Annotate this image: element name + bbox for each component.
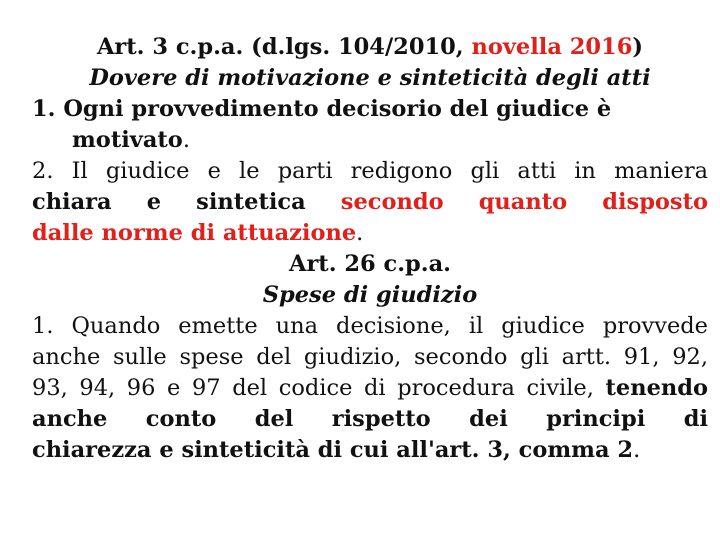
art3-para2-line2	[32, 187, 708, 218]
art26-line4: anche conto del rispetto dei principi di	[32, 406, 708, 432]
art3-para2-line1	[32, 156, 708, 187]
art3-para1-line1	[32, 94, 708, 125]
art26-line5-period: .	[633, 437, 641, 463]
art3-para1-motivato: motivato	[72, 127, 183, 153]
art26-line3-bold: tenendo	[605, 375, 708, 401]
art3-heading-close: )	[632, 34, 644, 60]
art3-para1-period: .	[182, 127, 190, 153]
art26-line1: 1. Quando emette una decisione, il giudice provvede	[32, 313, 708, 339]
slide-content	[32, 32, 708, 466]
art3-para1-text: 1. Ogni provvedimento decisorio del giudice è	[32, 96, 612, 122]
art3-para2-highlight-cont: dalle norme di attuazione	[32, 220, 357, 246]
art26-line2: anche sulle spese del giudizio, secondo gli artt. 91, 92,	[32, 344, 708, 370]
art3-para2-text: 2. Il giudice e le parti redigono gli atti in maniera	[32, 158, 708, 184]
art26-heading: Art. 26 c.p.a.	[288, 251, 452, 277]
art26-line5-text: chiarezza e sinteticità di cui all'art. 3, comma 2	[32, 437, 634, 463]
art3-heading-text: Art. 3 c.p.a. (d.lgs. 104/2010,	[96, 34, 472, 60]
art3-para2-plain: chiara e sintetica	[32, 189, 341, 215]
art3-subtitle: Dovere di motivazione e sinteticità degli atti	[89, 65, 651, 91]
art26-line5	[32, 435, 708, 466]
art26-line3	[32, 373, 708, 404]
art3-para2-period: .	[356, 220, 364, 246]
art3-para2-highlight: secondo quanto disposto	[340, 189, 709, 215]
art26-line3-text: 93, 94, 96 e 97 del codice di procedura civile,	[32, 375, 606, 401]
art3-para2-line3	[32, 218, 708, 249]
art3-heading	[32, 32, 708, 63]
art3-para1-line2	[32, 125, 708, 156]
art26-subtitle: Spese di giudizio	[262, 282, 478, 308]
art3-heading-highlight: novella 2016	[471, 34, 633, 60]
